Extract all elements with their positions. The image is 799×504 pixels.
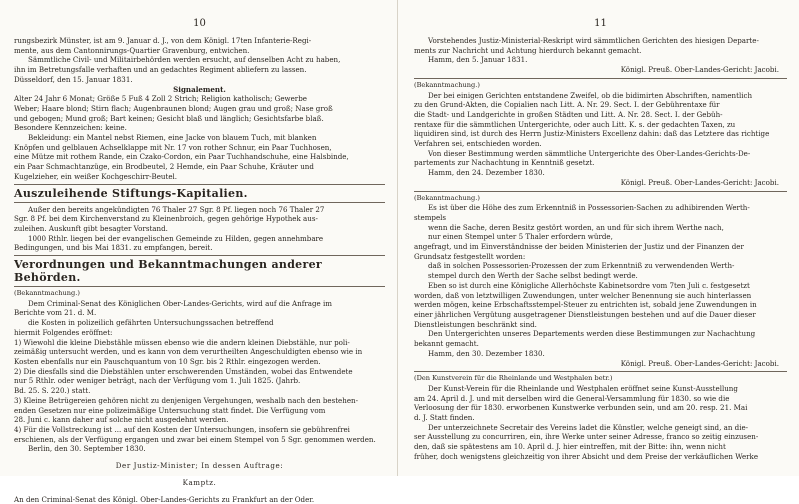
left-page bbox=[0, 0, 398, 504]
court-signature: Königl. Preuß. Ober-Landes-Gericht: Jacobi. bbox=[620, 358, 779, 368]
text-line: zu den Grund-Akten, die Copialien nach Litt. A. Nr. 29. Sect. I. der Gebührentaxe für bbox=[414, 100, 720, 110]
text-line: Der unterzeichnete Secretair des Vereins ladet die Künstler, welche geneigt sind, an die- bbox=[428, 422, 749, 432]
text-line: Hamm, den 30. Dezember 1830. bbox=[428, 348, 545, 358]
text-line: partements zur Nachachtung in Kenntniß gesetzt. bbox=[414, 158, 595, 168]
text-line: eine Mütze mit rothem Rande, ein Czako-Cordon, ein Paar Tuchhandschuhe, eine Halsbinde, bbox=[14, 152, 349, 162]
text-line: Bekleidung: ein Mantel nebst Riemen, eine Jacke von blauem Tuch, mit blanken bbox=[28, 133, 317, 143]
text-line: Der Kunst-Verein für die Rheinlande und Westphalen eröffnet seine Kunst-Ausstellung bbox=[428, 383, 738, 393]
text-line: Bd. 25. S. 220.) statt. bbox=[14, 386, 91, 396]
text-line: hiermit Folgendes eröffnet: bbox=[14, 327, 113, 337]
court-signature: Königl. Preuß. Ober-Landes-Gericht: Jacobi. bbox=[620, 65, 779, 75]
text-line: stempels bbox=[414, 212, 447, 222]
text-line: liquidiren sind, ist durch des Herrn Justiz-Ministers Excellenz dahin: daß das Letztere das richtige bbox=[414, 129, 770, 139]
text-line: zeimäßig untersucht werden, und es kann von dem verurtheilten Angeschuldigten ebenso wie in bbox=[14, 347, 363, 357]
text-line: nur einen Stempel unter 5 Thaler erfordern würde, bbox=[428, 232, 613, 242]
text-line: Knöpfen und gelblauen Achselklappe mit Nr. 17 von rother Schnur, ein Paar Tuchhosen, bbox=[14, 142, 332, 152]
text-line: ser Ausstellung zu concurriren, ein, ihre Werke unter seiner Adresse, franco so zeitig einzusen- bbox=[414, 432, 759, 442]
text-line: ein Paar Schmachtanzüge, ein Brodbeutel, 2 Hemde, ein Paar Schuhe, Kräuter und bbox=[14, 162, 314, 172]
section-heading: Auszuleihende Stiftungs-Kapitalien. bbox=[14, 186, 248, 200]
text-line: Sgr. 8 Pf. bei dem Kirchenverstand zu Kleinenbroich, gegen gehörige Hypothek aus- bbox=[14, 214, 318, 224]
text-line: bekannt gemacht. bbox=[414, 339, 479, 349]
section-heading-box bbox=[14, 255, 385, 287]
text-line: mente, aus dem Cantonnirungs-Quartier Gravenburg, entwichen. bbox=[14, 45, 250, 55]
text-line: Kugelzieher, ein weißer Kochgeschirr-Beutel. bbox=[14, 171, 178, 181]
section-heading: Verordnungen und Bekanntmachungen anderer Behörden. bbox=[14, 258, 322, 285]
text-line: Hamm, den 5. Januar 1831. bbox=[428, 55, 528, 65]
text-line: nur 5 Rthlr. oder weniger beträgt, nach der Verfügung vom 1. Juli 1825. (Jahrb. bbox=[14, 376, 301, 386]
text-line: die Stadt- und Landgerichte in großen Städten und Litt. A. Nr. 28. Sect. I. der Gebüh- bbox=[414, 109, 723, 119]
text-line: Berichte vom 21. d. M. bbox=[14, 308, 97, 318]
text-line: Berlin, den 30. September 1830. bbox=[28, 444, 146, 454]
bekanntmachung-label: (Bekanntmachung.) bbox=[14, 289, 80, 298]
text-line: Dem Criminal-Senat des Königlichen Ober-Landes-Gerichts, wird auf die Anfrage im bbox=[28, 298, 332, 308]
signalement-title: Signalement. bbox=[173, 84, 226, 94]
text-line: Der bei einigen Gerichten entstandene Zweifel, ob die bidimirten Abschriften, namentlich bbox=[428, 90, 753, 100]
text-line: am 24. April d. J. und mit derselben wird die General-Versammlung für 1830. so wie die bbox=[414, 393, 730, 403]
text-line: Verfahren sei, entschieden worden. bbox=[414, 139, 542, 149]
text-line: stempel durch den Werth der Sache selbst bedingt werde. bbox=[428, 271, 638, 281]
text-line: 2) Die diesfalls sind die Diebstählen unter erschwerenden Umständen, wobei das Entwendete bbox=[14, 366, 353, 376]
page-number-right: 11 bbox=[594, 18, 607, 29]
text-line: 3) Kleine Betrügereien gehören nicht zu denjenigen Vergehungen, weshalb nach den bestehen- bbox=[14, 395, 358, 405]
text-line: Besondere Kennzeichen: keine. bbox=[14, 123, 127, 133]
text-line: Es ist über die Höhe des zum Erkenntniß in Possessorien-Sachen zu adhibirenden Werth- bbox=[428, 203, 750, 213]
text-line: 1) Wiewohl die kleine Diebstähle müssen ebenso wie die andern kleinen Diebstähle, nur poli- bbox=[14, 337, 350, 347]
text-line: erschienen, als der Verfügung ergangen und zwar bei einem Stempel von 5 Sgr. genommen werden. bbox=[14, 434, 376, 444]
text-line: wenn die Sache, deren Besitz gestört worden, an und für sich ihrem Werthe nach, bbox=[428, 222, 724, 232]
footer-line: An den Criminal-Senat des Königl. Ober-Landes-Gerichts zu Frankfurt an der Oder. bbox=[14, 494, 315, 504]
text-line: enden Gesetzen nur eine polizeimäßige Untersuchung statt findet. Die Verfügung vom bbox=[14, 405, 326, 415]
text-line: d. J. Statt finden. bbox=[414, 413, 475, 423]
divider bbox=[414, 191, 787, 192]
bekanntmachung-label: (Bekanntmachung.) bbox=[414, 80, 480, 89]
section-heading-box bbox=[14, 184, 385, 203]
text-line: rentaxe für die sämmtlichen Untergerichte, oder auch Litt. K. s. der gedachten Taxen, zu bbox=[414, 119, 736, 129]
signature-line: Der Justiz-Minister; In dessen Auftrage: bbox=[115, 461, 284, 471]
text-line: zuleihen. Auskunft gibt besagter Vorstand. bbox=[14, 223, 168, 233]
text-line: Außer den bereits angekündigten 76 Thaler 27 Sgr. 8 Pf. liegen noch 76 Thaler 27 bbox=[28, 204, 325, 214]
divider bbox=[414, 78, 787, 79]
text-line: werden mögen, keine Erbschaftsstempel-Steuer zu entrichten ist, sobald jene Zuwendungen in bbox=[414, 300, 757, 310]
kunstverein-label: (Den Kunstverein für die Rheinlande und Westphalen betr.) bbox=[414, 374, 613, 383]
text-line: ihn im Betretungsfalle verhaften und an gedachtes Regiment abliefern zu lassen. bbox=[14, 65, 307, 75]
text-line: die Kosten in polizeilich gefährten Untersuchungssachen betreffend bbox=[28, 318, 274, 328]
text-line: Weber; Haare blond; Stirn flach; Augenbraunen blond; Augen grau und groß; Nase groß bbox=[14, 103, 333, 113]
text-line: Kosten ebenfalls nur ein Pauschquantum von 10 Sgr. bis 2 Rthlr. eingezogen werden. bbox=[14, 356, 321, 366]
signature-name: Kamptz. bbox=[182, 477, 217, 487]
text-line: angefragt, und im Einverständnisse der beiden Ministerien der Justiz und der Finanzen der bbox=[414, 242, 744, 252]
text-line: rungsbezirk Münster, ist am 9. Januar d. J., von dem Königl. 17ten Infanterie-Regi- bbox=[14, 36, 312, 45]
text-line: früher, doch wenigstens gleichzeitig von ihrer Absicht und dem Preise der verkäuflichen Werke bbox=[414, 451, 759, 461]
text-line: Alter 24 Jahr 6 Monat; Größe 5 Fuß 4 Zoll 2 Strich; Religion katholisch; Gewerbe bbox=[14, 94, 307, 104]
text-line: Von dieser Bestimmung werden sämmtliche Untergerichte des Ober-Landes-Gerichts-De- bbox=[428, 148, 751, 158]
text-line: 1000 Rthlr. liegen bei der evangelischen Gemeinde zu Hilden, gegen annehmbare bbox=[28, 233, 324, 243]
text-line: Grundsatz festgestellt worden: bbox=[414, 251, 526, 261]
page-number-left: 10 bbox=[193, 18, 206, 29]
text-line: den, daß sie spätestens am 10. April d. J. hier eintreffen, mit der Bitte: ihn, wenn nicht bbox=[414, 442, 726, 452]
text-line: Vorstehendes Justiz-Ministerial-Reskript wird sämmtlichen Gerichten des hiesigen Departe- bbox=[428, 36, 759, 45]
text-line: Bedingungen, und bis Mai 1831. zu empfangen, bereit. bbox=[14, 243, 213, 253]
right-page bbox=[400, 0, 799, 476]
text-line: Hamm, den 24. Dezember 1830. bbox=[428, 168, 545, 178]
text-line: daß in solchen Possessorien-Prozessen der zum Erkenntniß zu verwendenden Werth- bbox=[428, 261, 735, 271]
court-signature: Königl. Preuß. Ober-Landes-Gericht: Jacobi. bbox=[620, 177, 779, 187]
text-line: 28. Juni c. kann daher auf solche nicht ausgedehnt werden. bbox=[14, 415, 229, 425]
text-line: Eben so ist durch eine Königliche Allerhöchste Kabinetsordre vom 7ten Juli c. festgesetzt bbox=[428, 280, 750, 290]
text-line: Düsseldorf, den 15. Januar 1831. bbox=[14, 74, 133, 84]
bekanntmachung-label: (Bekanntmachung.) bbox=[414, 193, 480, 202]
text-line: Den Untergerichten unseres Departements werden diese Bestimmungen zur Nachachtung bbox=[428, 329, 756, 339]
text-line: 4) Für die Vollstreckung ist ... auf den Kosten der Untersuchungen, insofern sie gebührenfrei bbox=[14, 424, 350, 434]
text-line: worden, daß von letztwilligen Zuwendungen, unter welcher Benennung sie auch hinterlassen bbox=[414, 290, 752, 300]
divider bbox=[414, 371, 787, 372]
text-line: Verloosung der für 1830. erworbenen Kunstwerke verbunden sein, und am 20. resp. 21. Mai bbox=[414, 403, 748, 413]
text-line: Sämmtliche Civil- und Militairbehörden werden ersucht, auf denselben Acht zu haben, bbox=[28, 55, 341, 65]
text-line: einer jährlichen Vergütung ausgetragener Dienstleistungen bestehen und auf die Dauer dieser bbox=[414, 309, 756, 319]
text-line: ments zur Nachricht und Achtung hierdurch bekannt gemacht. bbox=[414, 45, 642, 55]
text-line: und gebogen; Mund groß; Bart keinen; Gesicht blaß und länglich; Gesichtsfarbe blaß. bbox=[14, 113, 324, 123]
text-line: Dienstleistungen beschränkt sind. bbox=[414, 319, 537, 329]
